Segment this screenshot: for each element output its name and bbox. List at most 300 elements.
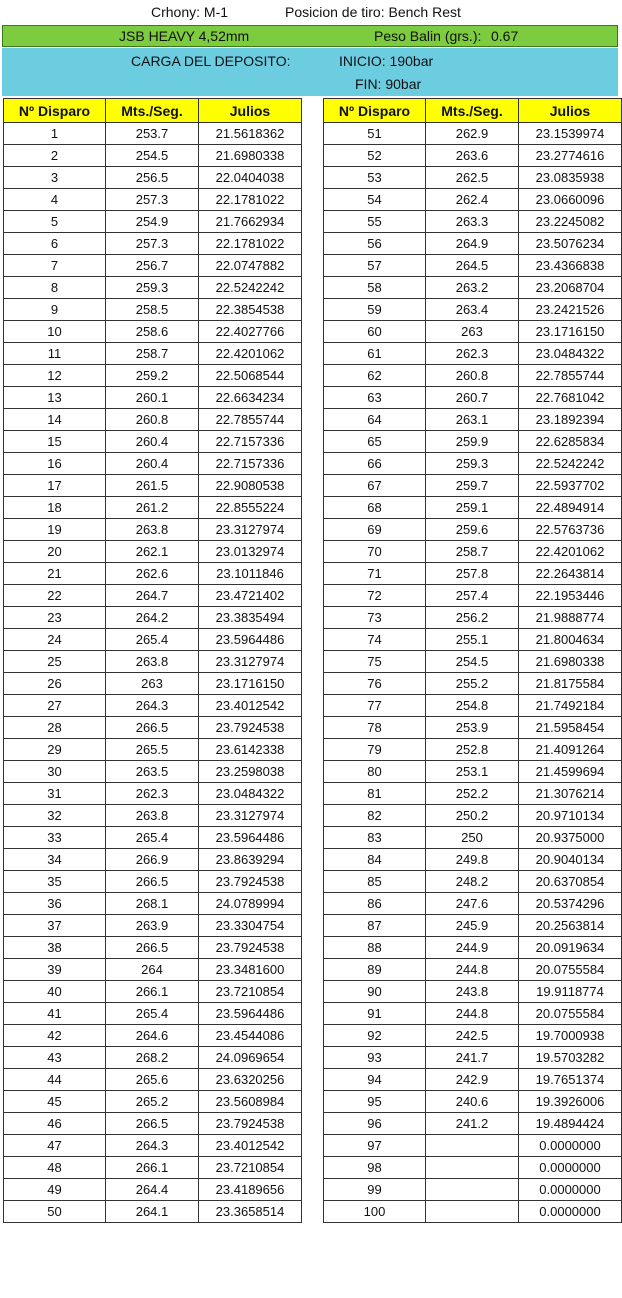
shot-number-cell: 31 <box>4 783 106 805</box>
speed-cell: 255.1 <box>426 629 519 651</box>
shot-number-cell: 76 <box>324 673 426 695</box>
speed-cell: 263.3 <box>426 211 519 233</box>
speed-cell: 266.9 <box>106 849 199 871</box>
speed-cell: 255.2 <box>426 673 519 695</box>
joules-cell: 22.0404038 <box>199 167 302 189</box>
table-row <box>4 893 302 915</box>
joules-cell: 23.7924538 <box>199 871 302 893</box>
joules-cell: 23.5964486 <box>199 827 302 849</box>
speed-cell: 260.4 <box>106 453 199 475</box>
shot-number-cell: 49 <box>4 1179 106 1201</box>
joules-cell: 23.7924538 <box>199 1113 302 1135</box>
shot-number-cell: 44 <box>4 1069 106 1091</box>
table-row <box>324 695 622 717</box>
table-row <box>324 607 622 629</box>
table-row <box>324 981 622 1003</box>
shot-number-cell: 93 <box>324 1047 426 1069</box>
speed-cell: 264.5 <box>426 255 519 277</box>
shot-number-cell: 75 <box>324 651 426 673</box>
joules-cell: 23.5964486 <box>199 629 302 651</box>
shot-number-cell: 95 <box>324 1091 426 1113</box>
table-row <box>324 409 622 431</box>
table-row <box>4 497 302 519</box>
shot-number-cell: 70 <box>324 541 426 563</box>
table-row <box>324 1157 622 1179</box>
shot-number-cell: 35 <box>4 871 106 893</box>
table-row <box>4 387 302 409</box>
joules-cell: 23.0835938 <box>519 167 622 189</box>
joules-cell: 23.4012542 <box>199 1135 302 1157</box>
shot-number-cell: 63 <box>324 387 426 409</box>
joules-cell: 22.0747882 <box>199 255 302 277</box>
shot-number-cell: 20 <box>4 541 106 563</box>
table-row <box>324 1091 622 1113</box>
table-row <box>4 145 302 167</box>
shot-number-cell: 42 <box>4 1025 106 1047</box>
table-row <box>324 1113 622 1135</box>
speed-cell: 262.3 <box>426 343 519 365</box>
joules-cell: 0.0000000 <box>519 1179 622 1201</box>
speed-cell: 264.4 <box>106 1179 199 1201</box>
table-row <box>4 563 302 585</box>
shots-table-right <box>323 98 622 1223</box>
shot-number-cell: 11 <box>4 343 106 365</box>
joules-cell: 20.6370854 <box>519 871 622 893</box>
pellet-weight-value: 0.67 <box>491 28 519 44</box>
shot-number-cell: 96 <box>324 1113 426 1135</box>
speed-cell: 244.8 <box>426 959 519 981</box>
speed-cell: 257.4 <box>426 585 519 607</box>
speed-cell: 244.8 <box>426 1003 519 1025</box>
speed-cell: 253.1 <box>426 761 519 783</box>
speed-cell: 266.5 <box>106 1113 199 1135</box>
table-row <box>324 871 622 893</box>
shot-number-cell: 52 <box>324 145 426 167</box>
speed-cell: 258.7 <box>106 343 199 365</box>
joules-cell: 22.1781022 <box>199 233 302 255</box>
shot-number-cell: 38 <box>4 937 106 959</box>
table-row <box>324 805 622 827</box>
speed-cell: 264.2 <box>106 607 199 629</box>
shot-number-cell: 81 <box>324 783 426 805</box>
shot-number-cell: 90 <box>324 981 426 1003</box>
joules-cell: 23.4189656 <box>199 1179 302 1201</box>
table-row <box>324 475 622 497</box>
speed-cell: 244.9 <box>426 937 519 959</box>
joules-cell: 23.7210854 <box>199 981 302 1003</box>
table-row <box>324 1135 622 1157</box>
speed-cell: 263.8 <box>106 805 199 827</box>
joules-cell: 22.4201062 <box>519 541 622 563</box>
speed-cell: 264.3 <box>106 1135 199 1157</box>
shot-number-cell: 23 <box>4 607 106 629</box>
shot-number-cell: 25 <box>4 651 106 673</box>
shot-number-cell: 77 <box>324 695 426 717</box>
shot-number-cell: 5 <box>4 211 106 233</box>
joules-cell: 23.3835494 <box>199 607 302 629</box>
speed-cell: 247.6 <box>426 893 519 915</box>
col-header-joules: Julios <box>199 99 302 123</box>
table-row <box>324 1047 622 1069</box>
speed-cell: 260.4 <box>106 431 199 453</box>
table-row <box>4 409 302 431</box>
table-row <box>4 519 302 541</box>
joules-cell: 23.7924538 <box>199 717 302 739</box>
speed-cell: 258.5 <box>106 299 199 321</box>
speed-cell: 262.4 <box>426 189 519 211</box>
joules-cell: 21.9888774 <box>519 607 622 629</box>
speed-cell: 268.1 <box>106 893 199 915</box>
shot-number-cell: 61 <box>324 343 426 365</box>
shot-number-cell: 1 <box>4 123 106 145</box>
speed-cell: 257.8 <box>426 563 519 585</box>
speed-cell: 258.7 <box>426 541 519 563</box>
shot-number-cell: 36 <box>4 893 106 915</box>
joules-cell: 23.6142338 <box>199 739 302 761</box>
speed-cell <box>426 1157 519 1179</box>
table-row <box>4 277 302 299</box>
table-row <box>4 717 302 739</box>
joules-cell: 19.9118774 <box>519 981 622 1003</box>
shot-number-cell: 48 <box>4 1157 106 1179</box>
col-header-joules: Julios <box>519 99 622 123</box>
speed-cell: 257.3 <box>106 189 199 211</box>
joules-cell: 22.6634234 <box>199 387 302 409</box>
table-row <box>4 321 302 343</box>
shot-number-cell: 51 <box>324 123 426 145</box>
speed-cell: 264.9 <box>426 233 519 255</box>
table-row <box>324 541 622 563</box>
table-row <box>4 783 302 805</box>
joules-cell: 23.3127974 <box>199 519 302 541</box>
joules-cell: 23.2598038 <box>199 761 302 783</box>
shot-number-cell: 15 <box>4 431 106 453</box>
joules-cell: 23.3127974 <box>199 651 302 673</box>
joules-cell: 24.0789994 <box>199 893 302 915</box>
joules-cell: 22.4027766 <box>199 321 302 343</box>
joules-cell: 23.0484322 <box>519 343 622 365</box>
table-row <box>4 343 302 365</box>
joules-cell: 22.5937702 <box>519 475 622 497</box>
speed-cell: 250 <box>426 827 519 849</box>
speed-cell: 258.6 <box>106 321 199 343</box>
shot-number-cell: 78 <box>324 717 426 739</box>
speed-cell: 260.7 <box>426 387 519 409</box>
shot-number-cell: 46 <box>4 1113 106 1135</box>
speed-cell: 259.1 <box>426 497 519 519</box>
table-row <box>324 673 622 695</box>
table-row <box>4 871 302 893</box>
shot-number-cell: 100 <box>324 1201 426 1223</box>
speed-cell: 254.8 <box>426 695 519 717</box>
shot-number-cell: 6 <box>4 233 106 255</box>
table-row <box>324 937 622 959</box>
table-row <box>4 541 302 563</box>
joules-cell: 23.5964486 <box>199 1003 302 1025</box>
speed-cell: 243.8 <box>426 981 519 1003</box>
speed-cell <box>426 1179 519 1201</box>
shot-number-cell: 47 <box>4 1135 106 1157</box>
shot-number-cell: 10 <box>4 321 106 343</box>
speed-cell: 259.3 <box>106 277 199 299</box>
speed-cell: 266.5 <box>106 937 199 959</box>
joules-cell: 23.8639294 <box>199 849 302 871</box>
table-row <box>324 519 622 541</box>
shot-number-cell: 73 <box>324 607 426 629</box>
shot-number-cell: 57 <box>324 255 426 277</box>
speed-cell: 264.6 <box>106 1025 199 1047</box>
joules-cell: 0.0000000 <box>519 1135 622 1157</box>
table-row <box>4 475 302 497</box>
speed-cell: 248.2 <box>426 871 519 893</box>
joules-cell: 23.0660096 <box>519 189 622 211</box>
joules-cell: 23.3304754 <box>199 915 302 937</box>
shot-number-cell: 19 <box>4 519 106 541</box>
joules-cell: 22.1953446 <box>519 585 622 607</box>
table-row <box>4 607 302 629</box>
shot-number-cell: 21 <box>4 563 106 585</box>
speed-cell: 262.5 <box>426 167 519 189</box>
joules-cell: 21.7662934 <box>199 211 302 233</box>
shot-number-cell: 87 <box>324 915 426 937</box>
shot-number-cell: 67 <box>324 475 426 497</box>
joules-cell: 23.5608984 <box>199 1091 302 1113</box>
shot-number-cell: 74 <box>324 629 426 651</box>
table-row <box>4 805 302 827</box>
speed-cell: 263 <box>426 321 519 343</box>
shot-number-cell: 88 <box>324 937 426 959</box>
speed-cell: 259.3 <box>426 453 519 475</box>
joules-cell: 23.3658514 <box>199 1201 302 1223</box>
shot-number-cell: 84 <box>324 849 426 871</box>
joules-cell: 20.9375000 <box>519 827 622 849</box>
speed-cell: 262.1 <box>106 541 199 563</box>
table-row <box>4 849 302 871</box>
joules-cell: 22.1781022 <box>199 189 302 211</box>
table-row <box>4 651 302 673</box>
joules-cell: 23.2774616 <box>519 145 622 167</box>
shot-number-cell: 54 <box>324 189 426 211</box>
joules-cell: 22.6285834 <box>519 431 622 453</box>
title-line <box>0 0 622 24</box>
joules-cell: 24.0969654 <box>199 1047 302 1069</box>
joules-cell: 23.1716150 <box>519 321 622 343</box>
tank-charge-band <box>2 48 618 96</box>
speed-cell: 249.8 <box>426 849 519 871</box>
shot-number-cell: 82 <box>324 805 426 827</box>
table-row <box>324 761 622 783</box>
header-row <box>324 99 622 123</box>
speed-cell: 254.5 <box>106 145 199 167</box>
speed-cell: 264 <box>106 959 199 981</box>
table-row <box>4 1157 302 1179</box>
table-row <box>4 695 302 717</box>
table-row <box>4 1069 302 1091</box>
shot-number-cell: 26 <box>4 673 106 695</box>
speed-cell: 259.6 <box>426 519 519 541</box>
joules-cell: 19.3926006 <box>519 1091 622 1113</box>
joules-cell: 21.3076214 <box>519 783 622 805</box>
joules-cell: 23.2421526 <box>519 299 622 321</box>
joules-cell: 22.4201062 <box>199 343 302 365</box>
joules-cell: 22.3854538 <box>199 299 302 321</box>
joules-cell: 21.8175584 <box>519 673 622 695</box>
speed-cell: 262.3 <box>106 783 199 805</box>
shot-number-cell: 60 <box>324 321 426 343</box>
shot-number-cell: 40 <box>4 981 106 1003</box>
col-header-speed: Mts./Seg. <box>106 99 199 123</box>
shot-number-cell: 28 <box>4 717 106 739</box>
weapon-band <box>2 25 618 47</box>
table-row <box>324 387 622 409</box>
joules-cell: 19.5703282 <box>519 1047 622 1069</box>
table-row <box>4 189 302 211</box>
shot-number-cell: 41 <box>4 1003 106 1025</box>
shot-number-cell: 69 <box>324 519 426 541</box>
shot-number-cell: 12 <box>4 365 106 387</box>
pellet-weight-label: Peso Balin (grs.): <box>374 28 482 44</box>
table-row <box>324 123 622 145</box>
joules-cell: 21.8004634 <box>519 629 622 651</box>
joules-cell: 23.7210854 <box>199 1157 302 1179</box>
speed-cell: 254.5 <box>426 651 519 673</box>
joules-cell: 21.4599694 <box>519 761 622 783</box>
speed-cell: 263.8 <box>106 651 199 673</box>
joules-cell: 23.0132974 <box>199 541 302 563</box>
shot-number-cell: 98 <box>324 1157 426 1179</box>
shot-number-cell: 18 <box>4 497 106 519</box>
joules-cell: 23.1716150 <box>199 673 302 695</box>
shot-number-cell: 13 <box>4 387 106 409</box>
table-row <box>4 1091 302 1113</box>
table-row <box>324 453 622 475</box>
table-row <box>324 189 622 211</box>
joules-cell: 22.9080538 <box>199 475 302 497</box>
speed-cell: 262.9 <box>426 123 519 145</box>
joules-cell: 21.5618362 <box>199 123 302 145</box>
table-row <box>324 431 622 453</box>
shot-number-cell: 3 <box>4 167 106 189</box>
speed-cell: 265.4 <box>106 1003 199 1025</box>
table-row <box>4 585 302 607</box>
shot-number-cell: 45 <box>4 1091 106 1113</box>
table-row <box>324 321 622 343</box>
speed-cell: 265.4 <box>106 629 199 651</box>
joules-cell: 23.1011846 <box>199 563 302 585</box>
table-row <box>4 233 302 255</box>
speed-cell: 263.4 <box>426 299 519 321</box>
joules-cell: 21.4091264 <box>519 739 622 761</box>
speed-cell: 261.5 <box>106 475 199 497</box>
shot-number-cell: 97 <box>324 1135 426 1157</box>
table-row <box>324 783 622 805</box>
shot-number-cell: 58 <box>324 277 426 299</box>
speed-cell: 265.5 <box>106 739 199 761</box>
table-row <box>4 1047 302 1069</box>
joules-cell: 21.5958454 <box>519 717 622 739</box>
shot-number-cell: 72 <box>324 585 426 607</box>
col-header-speed: Mts./Seg. <box>426 99 519 123</box>
table-row <box>324 1003 622 1025</box>
joules-cell: 22.5068544 <box>199 365 302 387</box>
joules-cell: 22.7855744 <box>519 365 622 387</box>
table-row <box>324 1025 622 1047</box>
shot-number-cell: 50 <box>4 1201 106 1223</box>
joules-cell: 20.5374296 <box>519 893 622 915</box>
speed-cell: 254.9 <box>106 211 199 233</box>
joules-cell: 22.5242242 <box>519 453 622 475</box>
shot-number-cell: 30 <box>4 761 106 783</box>
shot-number-cell: 79 <box>324 739 426 761</box>
table-row <box>324 497 622 519</box>
table-row <box>324 211 622 233</box>
table-row <box>4 123 302 145</box>
shot-number-cell: 83 <box>324 827 426 849</box>
table-row <box>4 167 302 189</box>
speed-cell: 265.4 <box>106 827 199 849</box>
joules-cell: 22.5242242 <box>199 277 302 299</box>
speed-cell: 264.7 <box>106 585 199 607</box>
speed-cell: 265.6 <box>106 1069 199 1091</box>
shot-number-cell: 17 <box>4 475 106 497</box>
speed-cell: 242.5 <box>426 1025 519 1047</box>
table-row <box>4 827 302 849</box>
table-row <box>324 1179 622 1201</box>
shot-number-cell: 27 <box>4 695 106 717</box>
table-row <box>324 849 622 871</box>
tank-charge-label: CARGA DEL DEPOSITO: <box>131 53 291 69</box>
joules-cell: 0.0000000 <box>519 1157 622 1179</box>
table-row <box>4 1025 302 1047</box>
table-row <box>4 761 302 783</box>
shot-number-cell: 37 <box>4 915 106 937</box>
shot-number-cell: 29 <box>4 739 106 761</box>
speed-cell: 263.6 <box>426 145 519 167</box>
col-header-shot: Nº Disparo <box>324 99 426 123</box>
table-row <box>4 365 302 387</box>
shot-number-cell: 24 <box>4 629 106 651</box>
speed-cell: 263.9 <box>106 915 199 937</box>
shot-number-cell: 9 <box>4 299 106 321</box>
joules-cell: 23.4544086 <box>199 1025 302 1047</box>
speed-cell: 252.8 <box>426 739 519 761</box>
table-row <box>4 673 302 695</box>
shot-number-cell: 64 <box>324 409 426 431</box>
shot-number-cell: 55 <box>324 211 426 233</box>
joules-cell: 22.7157336 <box>199 453 302 475</box>
shot-number-cell: 99 <box>324 1179 426 1201</box>
table-row <box>324 343 622 365</box>
speed-cell: 260.8 <box>426 365 519 387</box>
joules-cell: 21.6980338 <box>519 651 622 673</box>
speed-cell: 266.5 <box>106 871 199 893</box>
table-row <box>4 299 302 321</box>
table-row <box>324 915 622 937</box>
speed-cell: 265.2 <box>106 1091 199 1113</box>
col-header-shot: Nº Disparo <box>4 99 106 123</box>
table-row <box>324 365 622 387</box>
shots-table-left <box>3 98 302 1223</box>
speed-cell: 252.2 <box>426 783 519 805</box>
joules-cell: 23.2068704 <box>519 277 622 299</box>
joules-cell: 23.3481600 <box>199 959 302 981</box>
joules-cell: 23.0484322 <box>199 783 302 805</box>
speed-cell: 263.2 <box>426 277 519 299</box>
joules-cell: 23.4366838 <box>519 255 622 277</box>
table-row <box>324 563 622 585</box>
end-pressure: FIN: 90bar <box>355 76 422 92</box>
chrony-label: Crhony: M-1 <box>151 4 229 20</box>
